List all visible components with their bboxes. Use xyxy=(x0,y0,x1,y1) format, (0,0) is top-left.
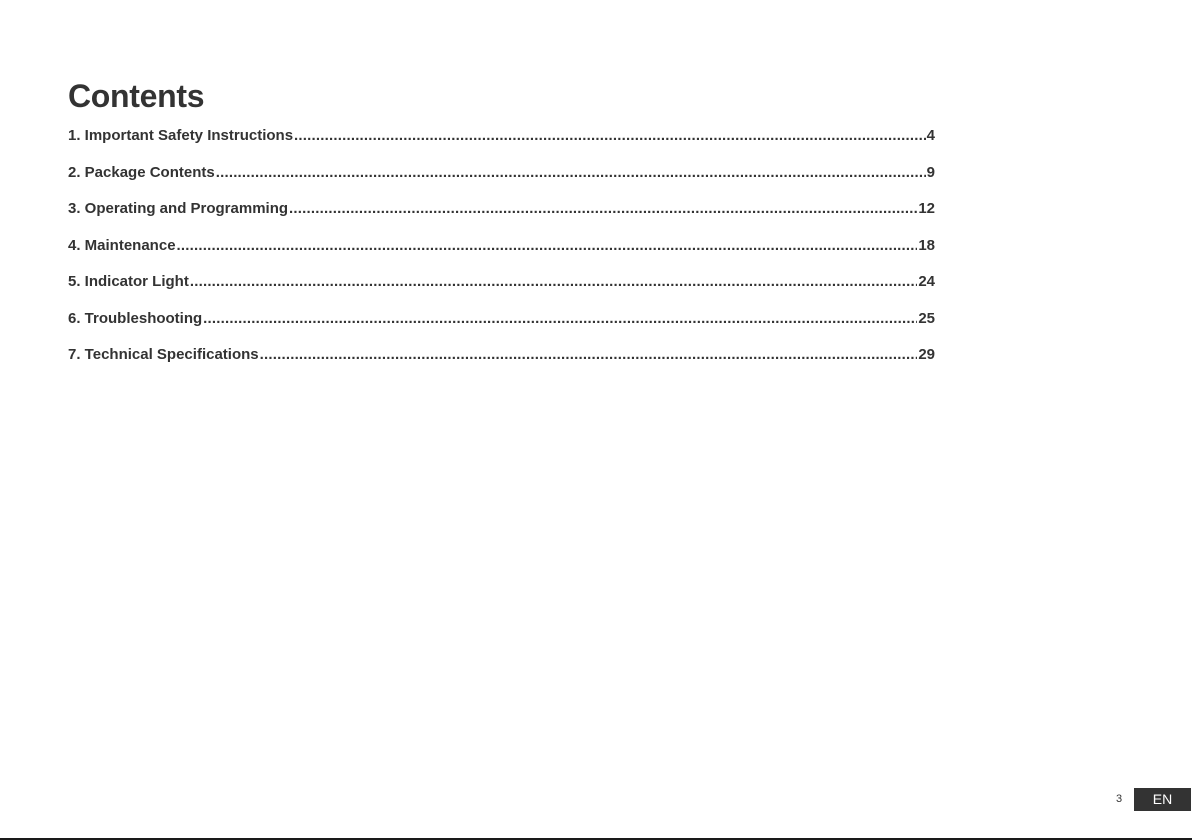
toc-entry-page: 24 xyxy=(918,273,935,290)
toc-entry-page: 18 xyxy=(918,236,935,254)
dot-leader xyxy=(216,163,926,183)
dot-leader xyxy=(203,309,917,329)
toc-entry-operating-programming[interactable] xyxy=(68,199,935,236)
toc-entry-label: 4. Maintenance xyxy=(68,236,176,254)
toc-entry-label: 6. Troubleshooting xyxy=(68,309,203,327)
dot-leader xyxy=(177,236,918,256)
toc-entry-label: 5. Indicator Light xyxy=(68,273,189,290)
toc-entry-label: 2. Package Contents xyxy=(68,163,215,181)
toc-entry-page: 9 xyxy=(926,163,935,181)
dot-leader xyxy=(294,126,926,146)
language-badge: EN xyxy=(1134,788,1191,811)
dot-leader xyxy=(289,199,917,219)
toc-entry-package-contents[interactable] xyxy=(68,163,935,200)
toc-entry-label: 1. Important Safety Instructions xyxy=(68,127,294,144)
toc-entry-indicator-light[interactable] xyxy=(68,272,935,309)
toc-entry-technical-specifications[interactable] xyxy=(68,345,935,382)
table-of-contents xyxy=(68,126,935,382)
page-number: 3 xyxy=(1115,793,1123,805)
toc-entry-page: 29 xyxy=(918,346,935,363)
toc-entry-label: 7. Technical Specifications xyxy=(68,346,259,363)
toc-entry-page: 12 xyxy=(918,200,935,217)
toc-entry-page: 4 xyxy=(926,127,935,144)
dot-leader xyxy=(190,272,917,292)
toc-entry-label: 3. Operating and Programming xyxy=(68,200,289,217)
page-title: Contents xyxy=(68,78,205,114)
toc-entry-page: 25 xyxy=(918,309,935,327)
toc-entry-troubleshooting[interactable] xyxy=(68,309,935,346)
toc-entry-safety-instructions[interactable] xyxy=(68,126,935,163)
toc-entry-maintenance[interactable] xyxy=(68,236,935,273)
dot-leader xyxy=(260,345,918,365)
